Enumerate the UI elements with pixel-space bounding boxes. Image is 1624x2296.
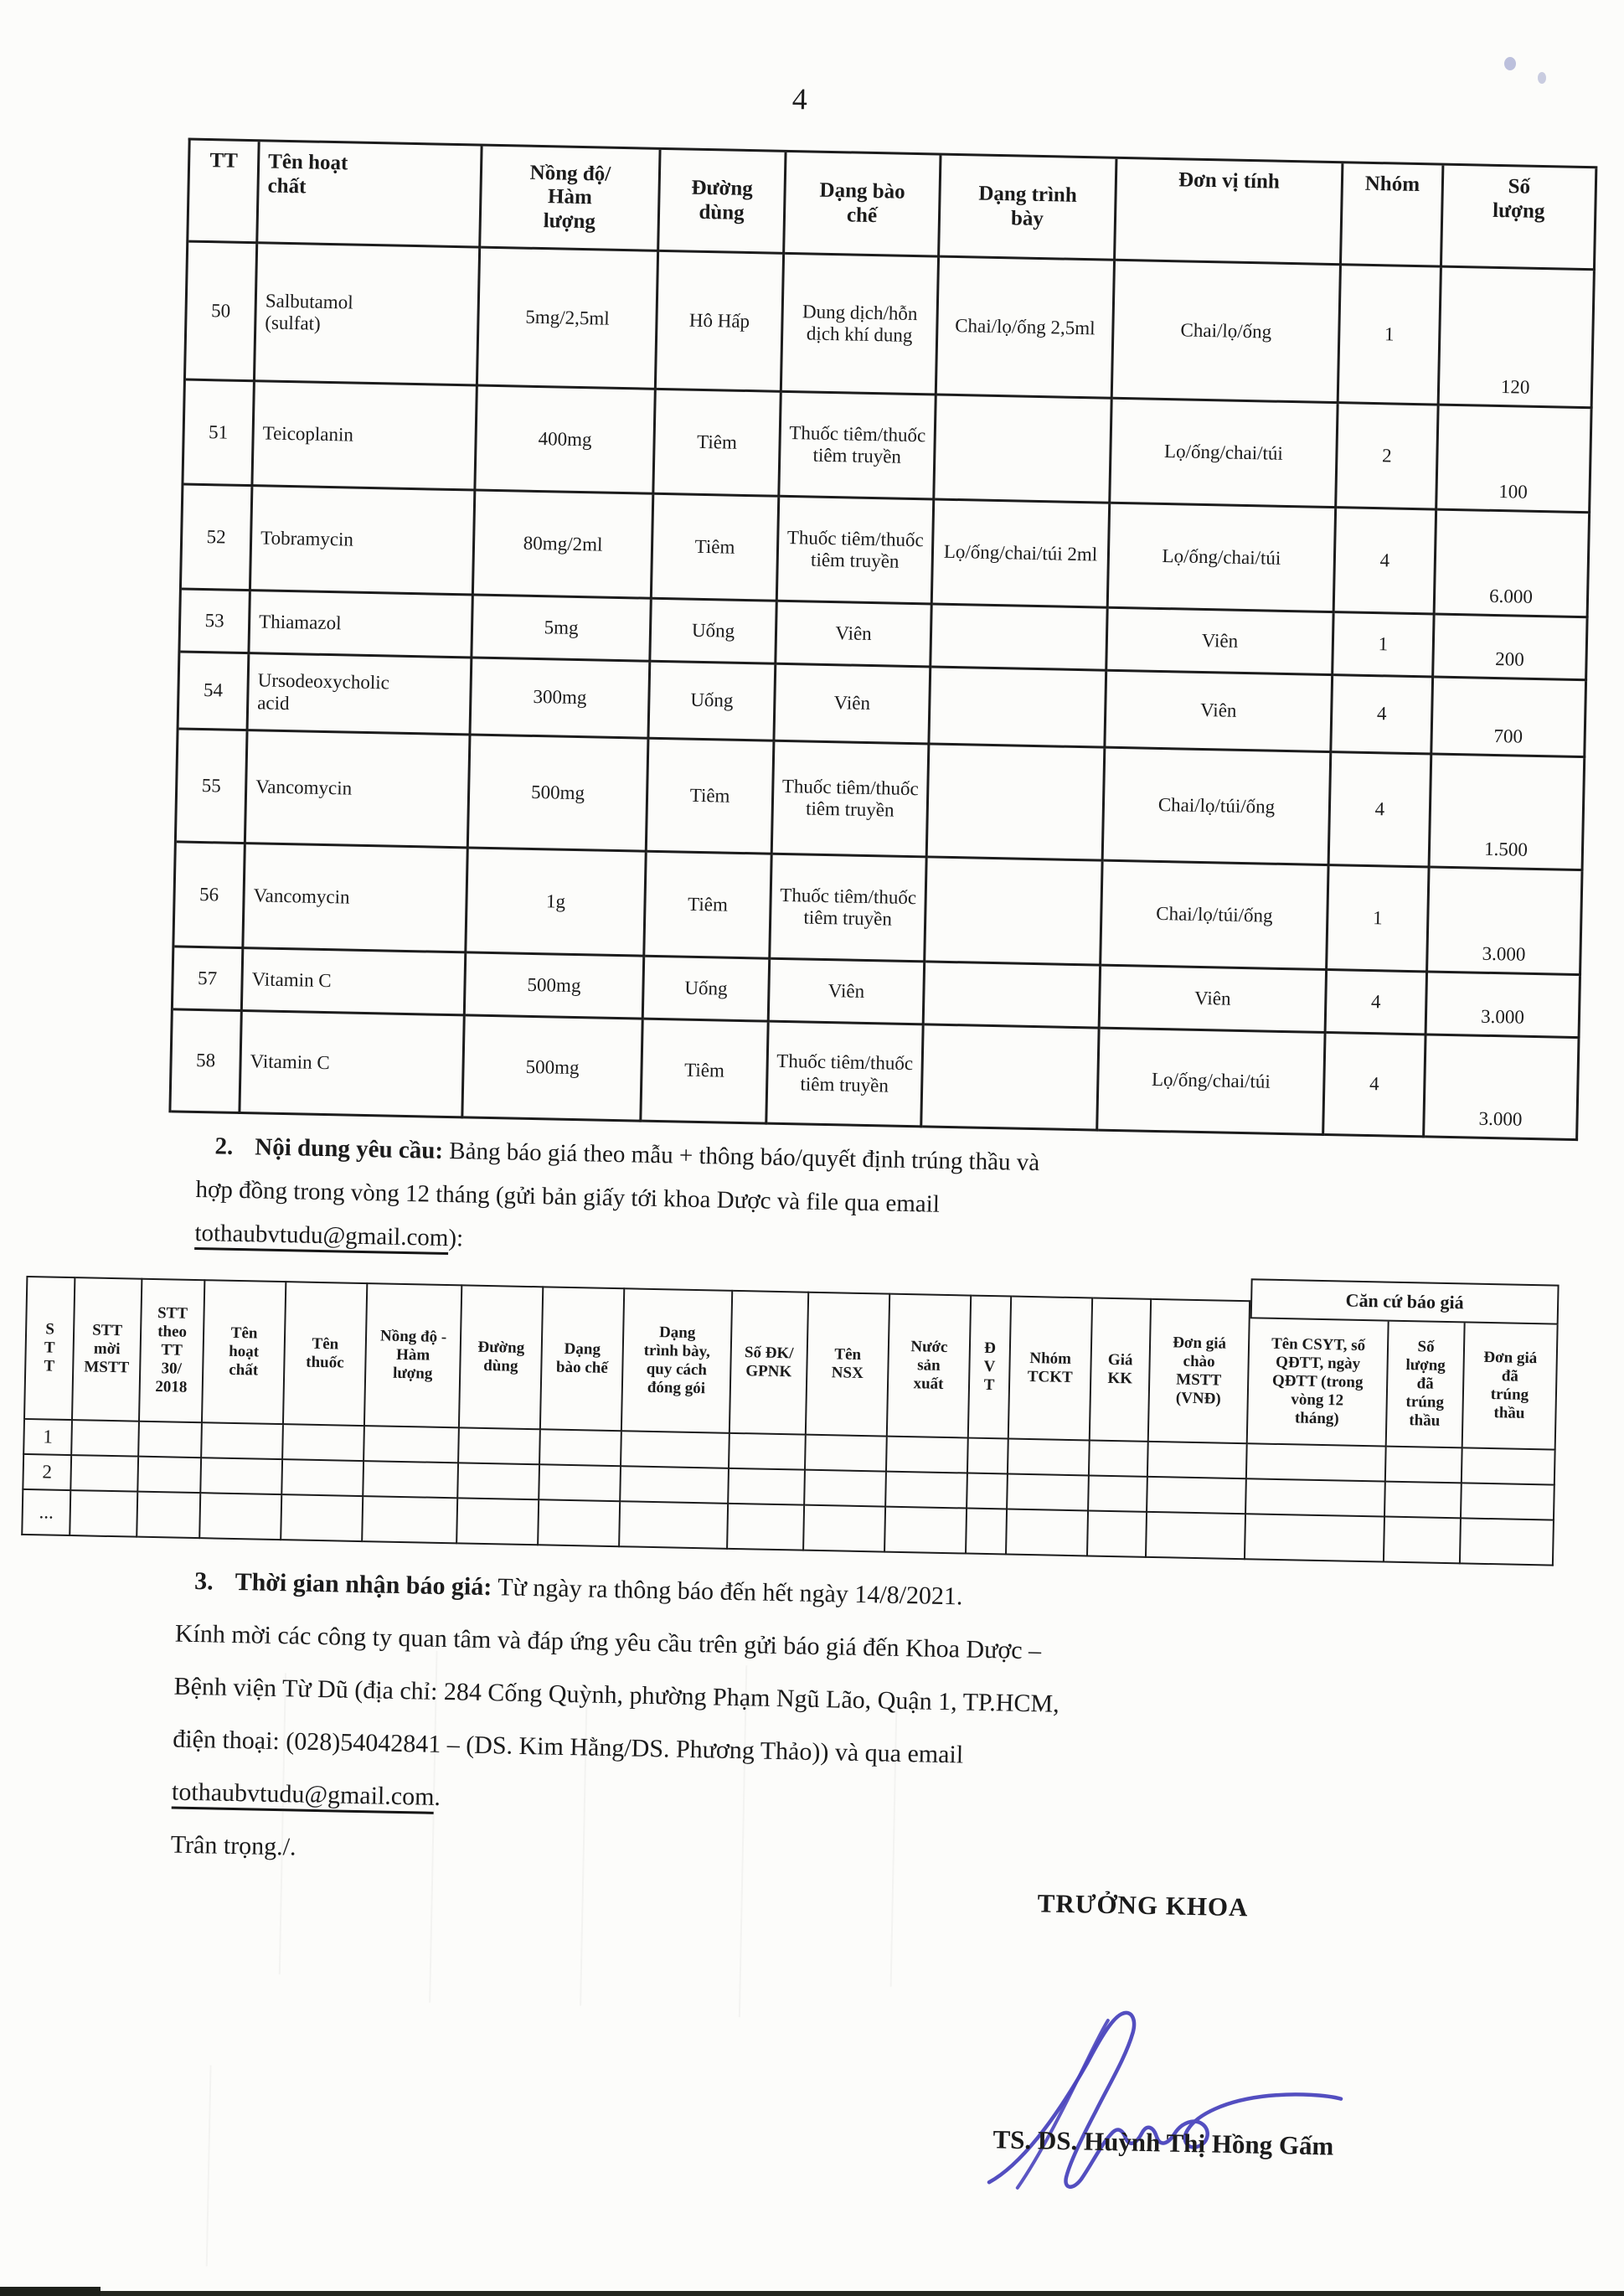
cell-don-vi-tinh: Viên — [1106, 672, 1333, 753]
page-number: 4 — [791, 82, 808, 116]
section-3-after-email: . — [434, 1783, 441, 1811]
signer-role-title: TRƯỞNG KHOA — [1037, 1888, 1249, 1922]
cell-ten-hoat-chat: Tobramycin — [251, 487, 476, 596]
cell-dang-bao-che: Viên — [775, 665, 931, 746]
quote-form-table — [21, 1254, 1559, 1566]
cell-dang-trinh-bay — [928, 745, 1106, 861]
column-header-dang-trinh-bay-quy-cach: Dạng trình bày, quy cách đóng gói — [622, 1287, 733, 1434]
scan-bottom-corner — [0, 2287, 101, 2296]
empty-cell — [70, 1491, 138, 1538]
empty-cell — [885, 1508, 967, 1555]
cell-nong-do: 500mg — [463, 1016, 643, 1122]
row-label: 2 — [22, 1455, 72, 1491]
cell-dang-bao-che: Thuốc tiêm/thuốc tiêm truyền — [778, 498, 935, 606]
cell-duong-dung: Tiêm — [647, 740, 776, 855]
section-2-line-1 — [214, 1132, 1419, 1184]
cell-dang-trinh-bay — [922, 1025, 1100, 1131]
empty-cell — [728, 1504, 805, 1551]
empty-cell — [1147, 1478, 1247, 1514]
column-header-ten-csyt-qdtt: Tên CSYT, số QĐTT, ngày QĐTT (trong vòng 12 tháng) — [1248, 1318, 1389, 1447]
empty-cell — [139, 1422, 203, 1458]
column-header-ten-hoat-chat: Tên hoạt chất — [258, 142, 482, 248]
cell-ten-hoat-chat: Thiamazol — [250, 591, 473, 658]
cell-ten-hoat-chat: Vancomycin — [246, 731, 472, 849]
row-label: ... — [21, 1490, 71, 1536]
cell-nong-do: 500mg — [469, 735, 650, 852]
empty-cell — [1461, 1519, 1554, 1566]
cell-dang-trinh-bay: Lọ/ống/chai/túi 2ml — [933, 501, 1111, 609]
empty-cell — [1008, 1440, 1090, 1477]
cell-so-luong: 3.000 — [1427, 973, 1581, 1039]
cell-duong-dung: Tiêm — [645, 853, 772, 960]
cell-nhom: 4 — [1327, 971, 1428, 1035]
cell-don-vi-tinh: Chai/lọ/ống — [1113, 261, 1342, 404]
empty-cell — [886, 1473, 968, 1509]
section-2-line-2: hợp đồng trong vòng 12 tháng (gửi bản giấy tới khoa Dược và file qua email — [195, 1175, 941, 1218]
empty-cell — [137, 1493, 201, 1539]
cell-nhom: 4 — [1324, 1034, 1426, 1138]
section-2-number: 2. — [214, 1133, 234, 1160]
empty-cell — [281, 1495, 363, 1542]
cell-duong-dung: Uống — [651, 600, 777, 665]
empty-cell — [804, 1506, 886, 1553]
empty-cell — [1386, 1447, 1463, 1484]
empty-cell — [201, 1458, 283, 1495]
row-label: 1 — [23, 1420, 73, 1456]
cell-nong-do: 400mg — [476, 387, 656, 495]
section-3-line-5 — [172, 1778, 1403, 1831]
cell-nong-do: 5mg — [472, 596, 652, 662]
email-link: tothaubvtudu@gmail.com — [194, 1220, 449, 1255]
empty-cell — [1246, 1479, 1386, 1517]
cell-ten-hoat-chat: Salbutamol (sulfat) — [255, 244, 481, 386]
section-3-thoi-gian-nhan-bao-gia — [170, 1567, 1407, 1908]
cell-dang-bao-che: Dung dịch/hỗn dịch khí dung — [782, 255, 940, 396]
cell-nhom: 2 — [1337, 404, 1439, 510]
cell-tt: 50 — [186, 243, 258, 383]
column-header-duong-dung: Đường dùng — [659, 150, 786, 255]
empty-cell — [805, 1471, 887, 1508]
empty-cell — [1008, 1475, 1090, 1512]
empty-cell — [621, 1432, 730, 1469]
cell-tt: 54 — [179, 653, 250, 731]
scan-speck — [1538, 72, 1546, 84]
column-header-duong-dung: Đường dùng — [460, 1284, 544, 1430]
column-header-stt-moi-mstt: STT mời MSTT — [73, 1277, 142, 1422]
empty-cell — [200, 1494, 282, 1540]
cell-don-vi-tinh: Chai/lọ/túi/ống — [1101, 862, 1329, 971]
empty-cell — [138, 1458, 202, 1494]
section-3-text-1: Từ ngày ra thông báo đến hết ngày 14/8/2021. — [497, 1573, 963, 1611]
column-header-ten-hoat-chat: Tên hoạt chất — [203, 1279, 286, 1425]
signer-name: TS. DS. Huỳnh Thị Hồng Gấm — [992, 2124, 1334, 2161]
empty-cell — [1007, 1510, 1089, 1557]
cell-so-luong: 3.000 — [1425, 1035, 1580, 1141]
section-3-line-2: Kính mời các công ty quan tâm và đáp ứng yêu cầu trên gửi báo giá đến Khoa Dược – — [174, 1619, 1042, 1665]
empty-cell — [967, 1509, 1008, 1556]
empty-cell — [1462, 1448, 1556, 1485]
empty-cell — [1245, 1514, 1385, 1562]
empty-cell — [539, 1465, 621, 1502]
empty-cell — [363, 1462, 459, 1499]
cell-dang-trinh-bay — [930, 668, 1107, 748]
cell-tt: 56 — [174, 843, 245, 949]
section-2-text-1: Bảng báo giá theo mẫu + thông báo/quyết định trúng thầu và — [449, 1138, 1040, 1177]
closing-text: Trân trọng./. — [170, 1830, 296, 1861]
cell-dang-bao-che: Viên — [770, 960, 925, 1026]
column-header-ten-thuoc: Tên thuốc — [284, 1281, 368, 1427]
cell-tt: 53 — [180, 590, 250, 654]
empty-cell — [282, 1460, 364, 1497]
cell-tt: 57 — [173, 947, 244, 1012]
signature-ink — [974, 1993, 1372, 2201]
cell-dang-trinh-bay — [925, 962, 1101, 1029]
empty-cell — [968, 1439, 1009, 1475]
cell-dang-bao-che: Viên — [776, 602, 932, 668]
cell-dang-trinh-bay — [935, 396, 1112, 504]
column-header-nuoc-san-xuat: Nước sản xuất — [888, 1293, 972, 1439]
column-header-don-gia-chao-mstt: Đơn giá chào MSTT (VNĐ) — [1149, 1298, 1250, 1444]
empty-cell — [71, 1456, 139, 1493]
empty-cell — [621, 1467, 730, 1504]
cell-nhom: 1 — [1333, 613, 1435, 678]
empty-cell — [540, 1430, 622, 1467]
cell-so-luong: 1.500 — [1431, 756, 1586, 872]
cell-ten-hoat-chat: Vitamin C — [243, 949, 467, 1016]
column-header-so-luong-da-trung-thau: Số lượng đã trúng thầu — [1387, 1322, 1466, 1449]
drug-table — [168, 138, 1597, 1142]
empty-cell — [887, 1437, 969, 1474]
empty-cell — [1385, 1483, 1462, 1519]
cell-so-luong: 6.000 — [1436, 511, 1590, 619]
scan-bottom-edge — [0, 2291, 1624, 2296]
column-header-so-dk-gpnk: Số ĐK/ GPNK — [730, 1290, 809, 1436]
empty-cell — [539, 1500, 621, 1547]
column-header-dang-trinh-bay: Dạng trình bày — [940, 156, 1117, 261]
cell-duong-dung: Uống — [649, 663, 776, 742]
empty-cell — [1089, 1476, 1148, 1512]
cell-nong-do: 300mg — [471, 658, 651, 739]
column-header-don-vi-tinh: Đơn vị tính — [1116, 159, 1343, 266]
column-header-so-luong: Số lượng — [1442, 166, 1597, 271]
cell-ten-hoat-chat: Teicoplanin — [253, 382, 477, 491]
empty-cell — [967, 1474, 1008, 1510]
empty-cell — [1247, 1444, 1387, 1482]
section-3-line-1 — [194, 1567, 1407, 1620]
scan-bleed-artifact — [206, 2066, 212, 2267]
cell-so-luong: 700 — [1432, 678, 1587, 759]
cell-dang-bao-che: Thuốc tiêm/thuốc tiêm truyền — [771, 855, 927, 963]
column-header-nhom-tckt: Nhóm TCKT — [1009, 1296, 1093, 1442]
cell-so-luong: 100 — [1437, 406, 1592, 514]
empty-cell — [283, 1425, 365, 1462]
cell-dang-bao-che: Thuốc tiêm/thuốc tiêm truyền — [780, 393, 936, 501]
column-header-dang-bao-che: Dạng bào chế — [785, 152, 941, 258]
column-header-stt: S T T — [23, 1276, 75, 1421]
column-group-header-can-cu-bao-gia: Căn cứ báo giá — [1250, 1278, 1560, 1324]
section-3-line-4: điện thoại: (028)54042841 – (DS. Kim Hằng/DS. Phương Thảo)) và qua email — [173, 1725, 964, 1769]
cell-nhom: 1 — [1328, 866, 1430, 973]
empty-cell — [459, 1428, 541, 1465]
column-header-nong-do: Nồng độ/ Hàm lượng — [481, 147, 661, 252]
section-3-line-3: Bệnh viện Từ Dũ (địa chỉ: 284 Cống Quỳnh, phường Phạm Ngũ Lão, Quận 1, TP.HCM, — [173, 1672, 1059, 1718]
empty-cell — [730, 1434, 807, 1471]
cell-dang-bao-che: Thuốc tiêm/thuốc tiêm truyền — [767, 1023, 924, 1128]
signature-stroke-main — [989, 2010, 1343, 2192]
column-header-nhom: Nhóm — [1342, 163, 1444, 267]
cell-ten-hoat-chat: Ursodeoxycholic acid — [249, 654, 473, 735]
empty-cell — [364, 1427, 460, 1463]
column-header-tt: TT — [188, 141, 260, 245]
empty-cell — [1147, 1513, 1246, 1560]
cell-tt: 51 — [183, 381, 255, 488]
empty-cell — [1090, 1441, 1149, 1477]
empty-cell — [458, 1463, 540, 1500]
column-header-gia-kk: Giá KK — [1090, 1298, 1152, 1442]
cell-tt: 55 — [177, 730, 249, 844]
cell-so-luong: 120 — [1440, 268, 1596, 410]
empty-cell — [457, 1499, 539, 1545]
cell-duong-dung: Tiêm — [652, 495, 780, 602]
cell-duong-dung: Hô Hấp — [657, 252, 785, 393]
cell-ten-hoat-chat: Vancomycin — [244, 844, 468, 953]
cell-nong-do: 80mg/2ml — [474, 492, 654, 600]
section-2-title: Nội dung yêu cầu: — [255, 1133, 444, 1164]
cell-nong-do: 1g — [467, 849, 647, 957]
cell-nhom: 1 — [1339, 266, 1442, 405]
cell-dang-trinh-bay — [931, 605, 1108, 671]
cell-tt: 52 — [182, 486, 253, 592]
cell-so-luong: 3.000 — [1428, 868, 1583, 976]
cell-tt: 58 — [171, 1010, 242, 1114]
cell-nhom: 4 — [1335, 508, 1437, 615]
section-3-title: Thời gian nhận báo giá: — [235, 1568, 492, 1602]
empty-cell — [72, 1421, 140, 1458]
cell-dang-trinh-bay: Chai/lọ/ống 2,5ml — [937, 258, 1116, 400]
cell-don-vi-tinh: Lọ/ống/chai/túi — [1111, 400, 1338, 508]
section-3-number: 3. — [193, 1567, 214, 1596]
cell-duong-dung: Tiêm — [642, 1020, 769, 1125]
empty-cell — [202, 1423, 284, 1460]
cell-nhom: 4 — [1332, 676, 1434, 755]
empty-cell — [1384, 1518, 1462, 1565]
cell-don-vi-tinh: Viên — [1101, 967, 1328, 1034]
cell-duong-dung: Tiêm — [654, 390, 781, 498]
cell-nhom: 4 — [1330, 753, 1433, 868]
cell-nong-do: 5mg/2,5ml — [478, 249, 659, 390]
cell-don-vi-tinh: Viên — [1107, 609, 1334, 676]
column-header-dvt: Đ V T — [969, 1295, 1012, 1440]
cell-don-vi-tinh: Lọ/ống/chai/túi — [1109, 504, 1337, 613]
handwritten-signature — [974, 1993, 1372, 2206]
column-header-nong-do-ham-luong: Nồng độ - Hàm lượng — [365, 1282, 462, 1428]
empty-cell — [729, 1469, 806, 1506]
scan-speck — [1504, 57, 1516, 70]
column-header-ten-nsx: Tên NSX — [807, 1292, 890, 1437]
column-header-dang-bao-che: Dạng bào chế — [541, 1286, 625, 1432]
email-link: tothaubvtudu@gmail.com — [172, 1778, 435, 1814]
cell-don-vi-tinh: Chai/lọ/túi/ống — [1104, 749, 1333, 866]
cell-don-vi-tinh: Lọ/ống/chai/túi — [1098, 1029, 1326, 1136]
cell-dang-bao-che: Thuốc tiêm/thuốc tiêm truyền — [773, 742, 931, 859]
empty-cell — [806, 1436, 888, 1473]
cell-duong-dung: Uống — [644, 957, 771, 1023]
cell-dang-trinh-bay — [925, 858, 1103, 966]
empty-cell — [1088, 1511, 1147, 1557]
column-header-stt-theo-tt-30-2018: STT theo TT 30/ 2018 — [140, 1278, 205, 1423]
cell-so-luong: 200 — [1434, 616, 1588, 682]
cell-nong-do: 500mg — [466, 953, 645, 1019]
cell-ten-hoat-chat: Vitamin C — [240, 1012, 465, 1118]
empty-cell — [620, 1502, 729, 1550]
column-header-don-gia-da-trung-thau: Đơn giá đã trúng thầu — [1463, 1323, 1559, 1450]
empty-cell — [1148, 1442, 1248, 1479]
section-2-after-email: ): — [448, 1225, 464, 1252]
empty-cell — [1462, 1483, 1555, 1520]
empty-cell — [363, 1497, 458, 1544]
